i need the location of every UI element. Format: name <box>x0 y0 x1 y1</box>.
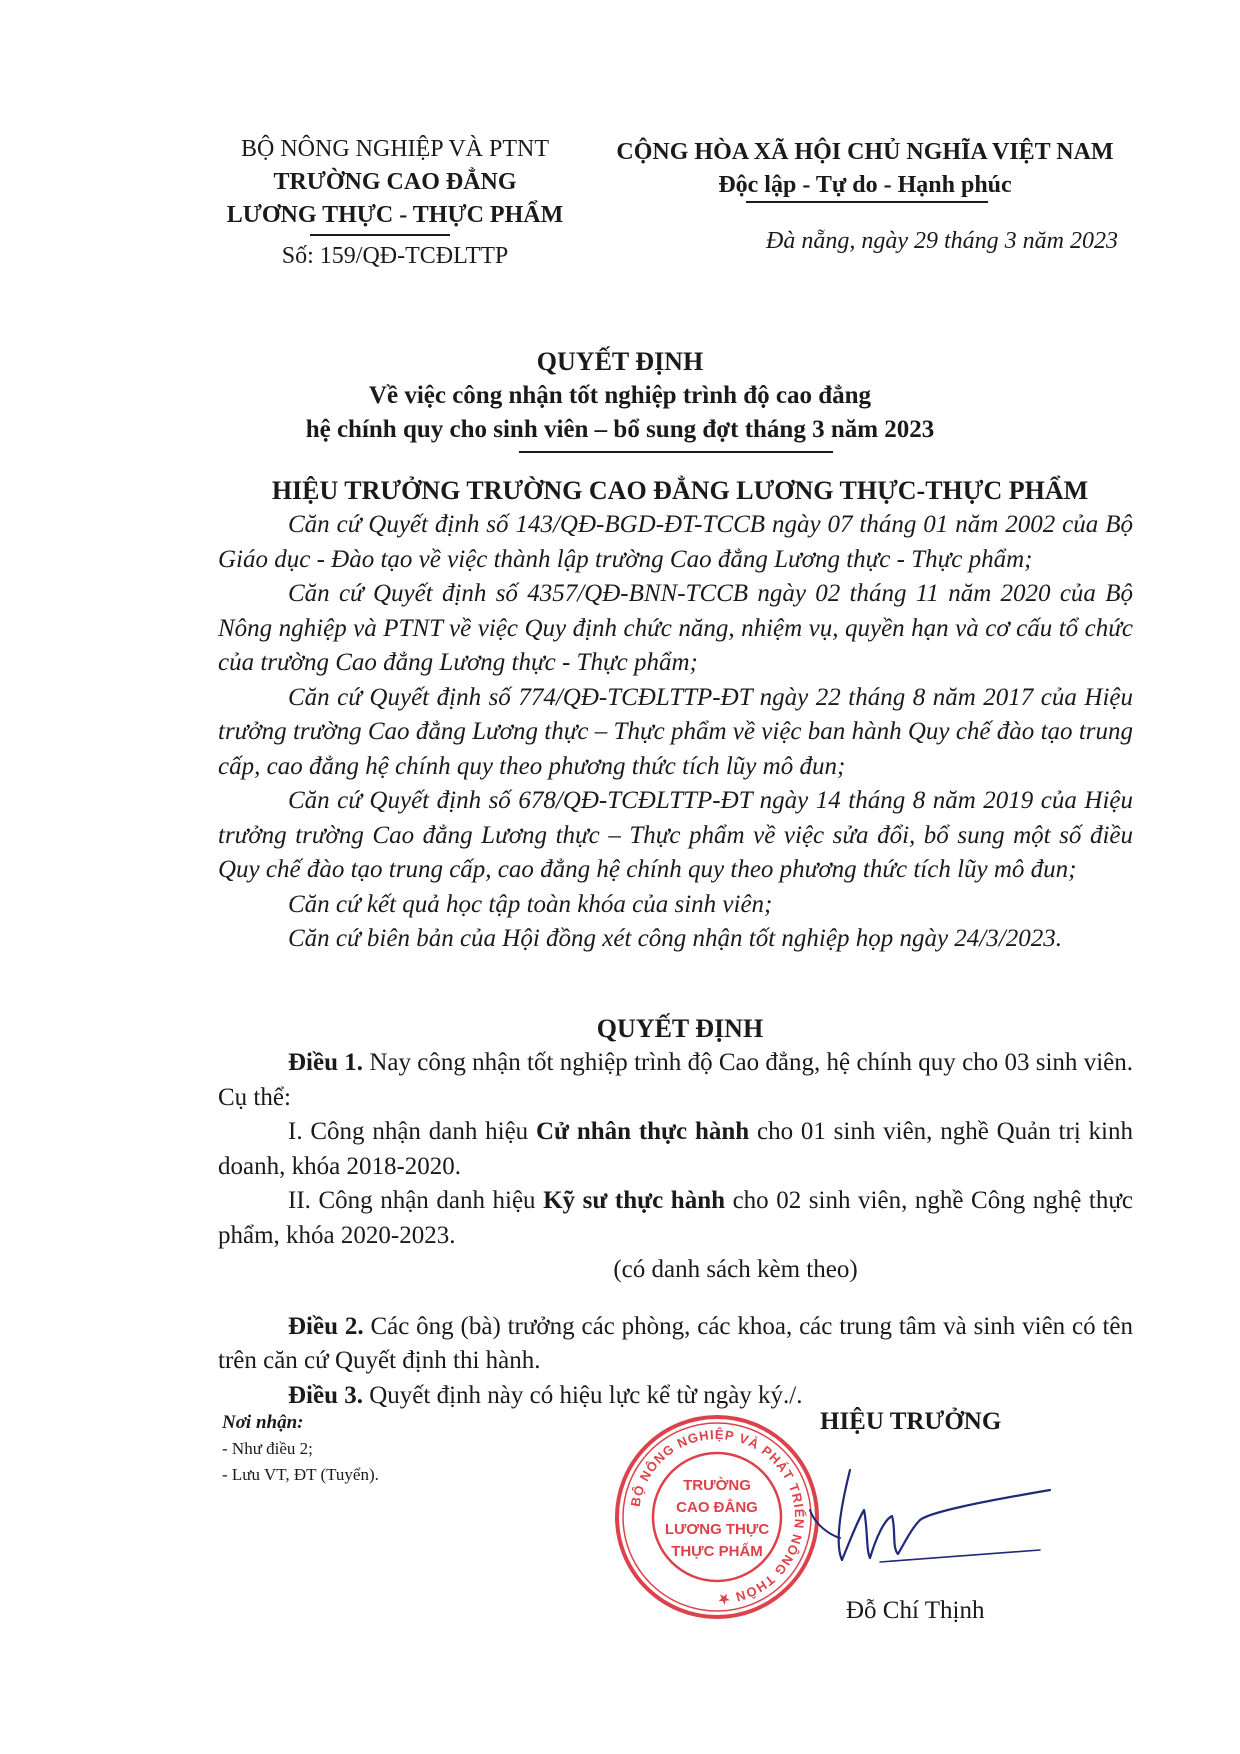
signer-name: Đỗ Chí Thịnh <box>846 1597 985 1624</box>
decision-title-block <box>160 345 1080 447</box>
svg-text:CAO ĐẲNG: CAO ĐẲNG <box>676 1499 758 1516</box>
country-name: CỘNG HÒA XÃ HỘI CHỦ NGHĨA VIỆT NAM <box>616 139 1114 165</box>
decision-heading: QUYẾT ĐỊNH <box>596 1014 764 1043</box>
basis-item: Căn cứ Quyết định số 4357/QĐ-BNN-TCCB ngày 02 tháng 11 năm 2020 của Bộ Nông nghiệp và PTNT về việc Quy định chức năng, nhiệm vụ, quyền hạn và cơ cấu tổ chức của trường Cao đẳng Lương thực - Thực phẩm; <box>218 580 1133 676</box>
legal-bases <box>218 508 1133 957</box>
signer-title: HIỆU TRƯỞNG <box>820 1408 1002 1435</box>
national-header <box>585 136 1145 202</box>
basis-item: Căn cứ Quyết định số 678/QĐ-TCĐLTTP-ĐT ngày 14 tháng 8 năm 2019 của Hiệu trưởng trường Cao đẳng Lương thực – Thực phẩm về việc sửa đổi, bổ sung một số điều Quy chế đào tạo trung cấp, cao đẳng hệ chính quy theo phương thức tích lũy mô đun; <box>218 787 1133 883</box>
issuer-underline <box>310 234 450 236</box>
motto-underline <box>746 201 988 203</box>
recipient-item: - Như điều 2; <box>222 1439 313 1458</box>
recipients-label: Nơi nhận: <box>222 1412 304 1433</box>
article-3-text: Quyết định này có hiệu lực kể từ ngày ký./. <box>363 1381 803 1409</box>
national-motto: Độc lập - Tự do - Hạnh phúc <box>718 172 1012 198</box>
article-1-item-2 <box>218 1184 1133 1253</box>
article-1-text: Nay công nhận tốt nghiệp trình độ Cao đẳng, hệ chính quy cho 03 sinh viên. Cụ thể: <box>218 1049 1134 1111</box>
item-2-suffix: cho 02 sinh viên, nghề Công nghệ thực phẩm, khóa 2020-2023. <box>218 1187 1134 1249</box>
authority-heading: HIỆU TRƯỞNG TRƯỜNG CAO ĐẲNG LƯƠNG THỰC-THỰC PHẨM <box>271 476 1089 505</box>
article-1 <box>218 1046 1133 1115</box>
basis-item: Căn cứ kết quả học tập toàn khóa của sinh viên; <box>288 890 773 918</box>
signature-graphic <box>780 1450 1070 1570</box>
document-number: Số: 159/QĐ-TCĐLTTP <box>281 243 509 269</box>
decision-subtitle-1: Về việc công nhận tốt nghiệp trình độ cao đẳng <box>368 382 872 409</box>
attachment-note: (có danh sách kèm theo) <box>613 1256 858 1283</box>
article-1-item-1 <box>218 1115 1133 1184</box>
issuer-block <box>185 133 605 273</box>
seal-center-text <box>665 1476 770 1560</box>
svg-text:THỰC PHẨM: THỰC PHẨM <box>671 1543 763 1560</box>
article-1-label: Điều 1. <box>288 1049 364 1076</box>
title-underline <box>519 451 833 453</box>
item-2-title: Kỹ sư thực hành <box>543 1187 726 1214</box>
item-1-prefix: I. Công nhận danh hiệu <box>288 1118 536 1145</box>
item-2-prefix: II. Công nhận danh hiệu <box>288 1187 544 1214</box>
article-3-label: Điều 3. <box>288 1381 363 1409</box>
decision-subtitle-2: hệ chính quy cho sinh viên – bổ sung đợt tháng 3 năm 2023 <box>305 416 935 443</box>
place-date: Đà nẵng, ngày 29 tháng 3 năm 2023 <box>766 228 1118 254</box>
ministry-name: BỘ NÔNG NGHIỆP VÀ PTNT <box>240 136 549 162</box>
basis-item: Căn cứ biên bản của Hội đồng xét công nhận tốt nghiệp họp ngày 24/3/2023. <box>288 925 1062 952</box>
basis-item: Căn cứ Quyết định số 143/QĐ-BGD-ĐT-TCCB ngày 07 tháng 01 năm 2002 của Bộ Giáo dục - Đào tạo về việc thành lập trường Cao đẳng Lương thực - Thực phẩm; <box>218 511 1133 573</box>
school-name-line1: TRƯỜNG CAO ĐẲNG <box>273 169 517 195</box>
school-name-line2: LƯƠNG THỰC - THỰC PHẨM <box>226 202 564 228</box>
article-2 <box>218 1310 1133 1379</box>
seal-ring-text: BỘ NÔNG NGHIỆP VÀ PHÁT TRIỂN NÔNG THÔN ★ <box>627 1426 808 1608</box>
svg-text:LƯƠNG THỰC: LƯƠNG THỰC <box>664 1521 770 1538</box>
decision-title: QUYẾT ĐỊNH <box>536 347 704 376</box>
recipient-item: - Lưu VT, ĐT (Tuyển). <box>222 1465 379 1484</box>
item-1-title: Cử nhân thực hành <box>535 1118 750 1145</box>
article-2-text: Các ông (bà) trưởng các phòng, các khoa, các trung tâm và sinh viên có tên trên căn cứ Quyết định thi hành. <box>218 1312 1134 1374</box>
item-1-suffix: cho 01 sinh viên, nghề Quản trị kinh doanh, khóa 2018-2020. <box>218 1118 1134 1180</box>
handwritten-signature <box>780 1450 1070 1575</box>
basis-item: Căn cứ Quyết định số 774/QĐ-TCĐLTTP-ĐT ngày 22 tháng 8 năm 2017 của Hiệu trưởng trường Cao đẳng Lương thực – Thực phẩm về việc ban hành Quy chế đào tạo trung cấp, cao đẳng hệ chính quy theo phương thức tích lũy mô đun; <box>218 683 1133 780</box>
svg-text:TRƯỜNG: TRƯỜNG <box>683 1477 751 1494</box>
recipients-block <box>222 1410 582 1488</box>
decision-articles <box>218 1046 1133 1413</box>
article-2-label: Điều 2. <box>288 1312 364 1340</box>
